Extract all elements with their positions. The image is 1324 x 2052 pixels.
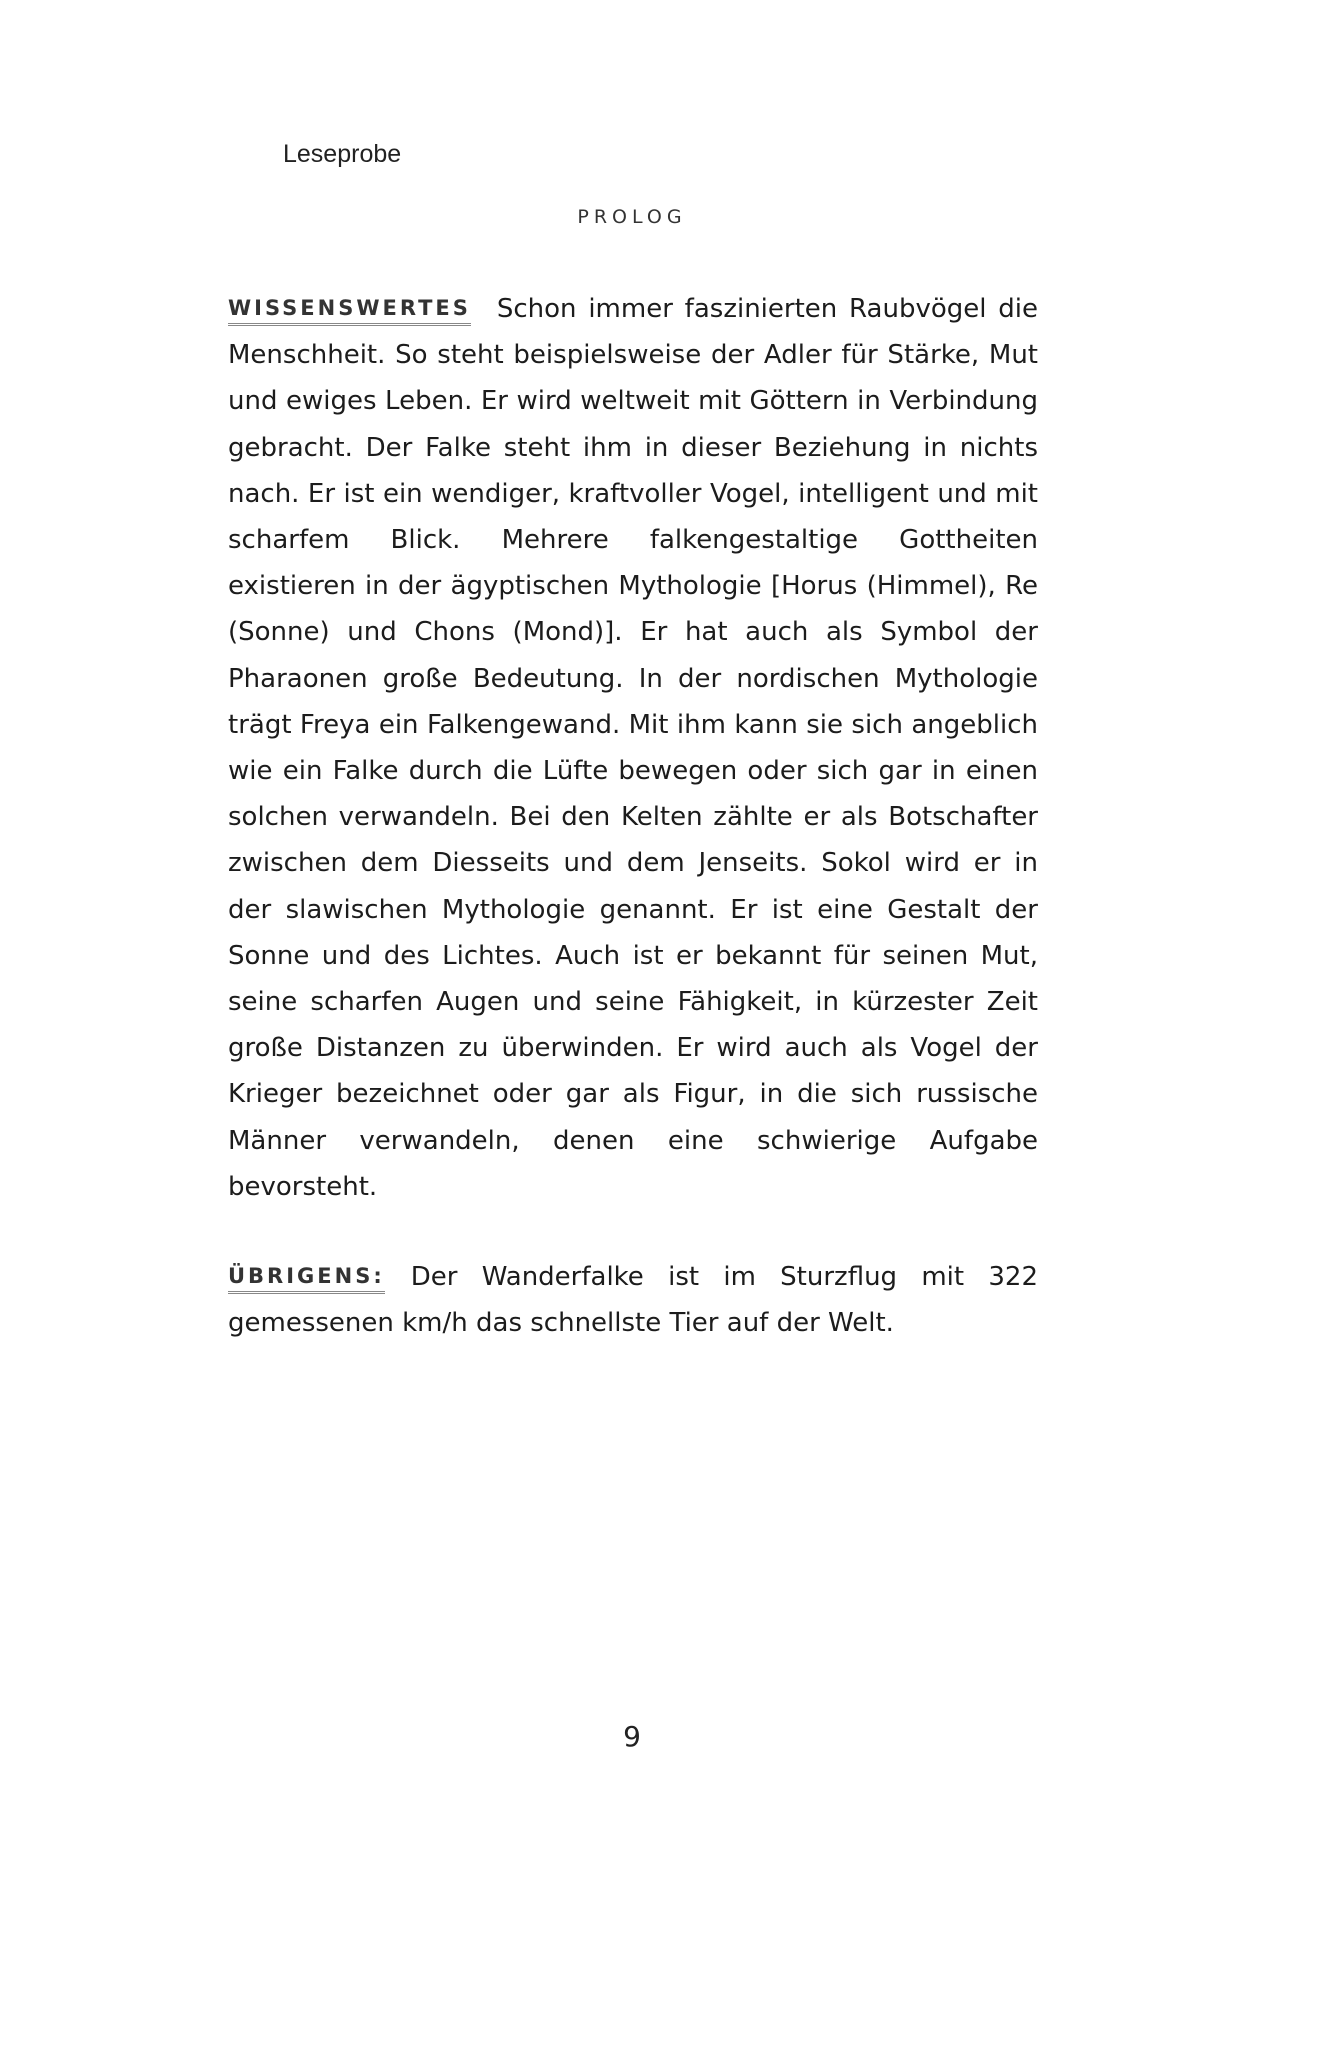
section-wissenswertes (228, 286, 1038, 1210)
watermark-label: Leseprobe (283, 140, 402, 168)
section-lead-uebrigens: ÜBRIGENS: (228, 1265, 385, 1294)
section-lead-wissenswertes: WISSENSWERTES (228, 297, 471, 326)
section-uebrigens (228, 1254, 1038, 1346)
page-number: 9 (623, 1720, 641, 1753)
running-head: PROLOG (577, 206, 687, 228)
section-body-uebrigens: Der Wanderfalke ist im Sturzflug mit 322 gemessenen km/h das schnellste Tier auf der Welt. (228, 1262, 1038, 1339)
section-body-wissenswertes: Schon immer faszinierten Raubvögel die Menschheit. So steht beispielsweise der Adler für Stärke, Mut und ewiges Leben. Er wird weltweit mit Göttern in Verbindung gebracht. Der Falke steht ihm in dieser Beziehung in nichts nach. Er ist ein wendiger, kraftvoller Vogel, intelligent und mit scharfem Blick. Mehrere falkengestaltige Gottheiten existieren in der ägyptischen Mythologie [Horus (Himmel), Re (Sonne) und Chons (Mond)]. Er hat auch als Symbol der Pharaonen große Bedeutung. In der nordischen Mythologie trägt Freya ein Falkengewand. Mit ihm kann sie sich angeblich wie ein Falke durch die Lüfte bewegen oder sich gar in einen solchen verwandeln. Bei den Kelten zählte er als Botschafter zwischen dem Diesseits und dem Jenseits. Sokol wird er in der slawischen Mythologie genannt. Er ist eine Gestalt der Sonne und des Lichtes. Auch ist er bekannt für seinen Mut, seine scharfen Augen und seine Fähigkeit, in kürzester Zeit große Distanzen zu überwinden. Er wird auch als Vogel der Krieger bezeichnet oder gar als Figur, in die sich russische Männer verwandeln, denen eine schwierige Aufgabe bevorsteht. (228, 294, 1038, 1202)
